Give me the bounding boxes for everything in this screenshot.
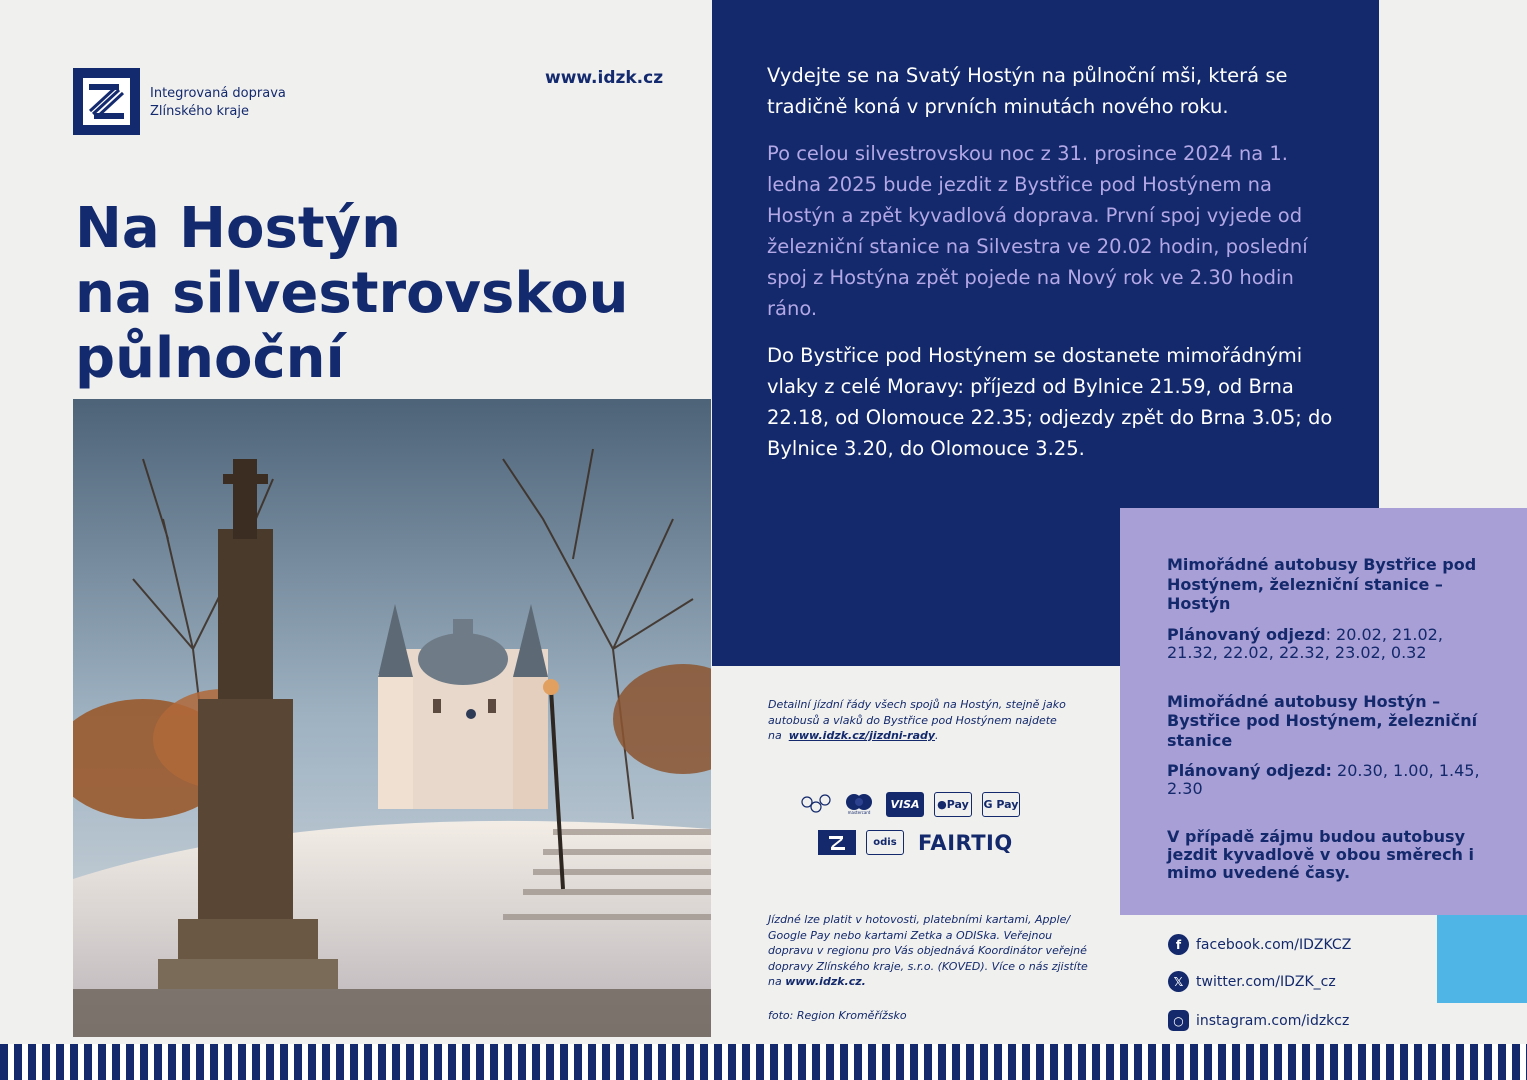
idzk-logo bbox=[73, 68, 140, 135]
mastercard-label: mastercard bbox=[847, 810, 871, 815]
idzk-url[interactable]: www.idzk.cz. bbox=[785, 975, 866, 988]
googlepay-icon: G Pay bbox=[982, 792, 1020, 817]
applepay-icon bbox=[934, 792, 972, 817]
route2-label: Plánovaný odjezd: bbox=[1167, 761, 1332, 780]
logo-line1: Integrovaná doprava bbox=[150, 86, 286, 101]
page-title bbox=[75, 196, 695, 391]
apple-glyph-icon: ● bbox=[937, 798, 947, 811]
shuttle-paragraph: Po celou silvestrovskou noc z 31. prosince 2024 na 1. ledna 2025 bude jezdit z Bystřice pod Hostýnem na Hostýn a zpět kyvadlová doprava. První spoj vyjede od železniční stanice na Silvestra ve 20.02 hodin, poslední spoj z Hostýna zpět pojede na Nový rok ve 2.30 hodin ráno. bbox=[767, 142, 1308, 320]
details-body: Detailní jízdní řády všech spojů na Hostýn, stejně jako autobusů a vlaků do Bystřice pod Hostýnem najdete na bbox=[768, 698, 1066, 742]
decor-stripes bbox=[0, 1044, 1527, 1080]
hostyn-photo bbox=[73, 399, 711, 1037]
website-link[interactable]: www.idzk.cz bbox=[545, 68, 664, 88]
trains-paragraph: Do Bystřice pod Hostýnem se dostanete mimořádnými vlaky z celé Moravy: příjezd od Bylnice 21.59, od Brna 22.18, od Olomouce 22.35; odjezdy zpět do Brna 3.05; do Bylnice 3.20, do Olomouce 3.25. bbox=[767, 344, 1333, 460]
payment-info-body: Jízdné lze platit v hotovosti, platebními kartami, Apple/ Google Pay nebo kartami Zetka a ODISka. Veřejnou dopravu v regionu pro Vás objednává Koordinátor veřejné dopravy Zlínského kraje, s.r.o. (KOVED). Více o nás zjistíte na bbox=[768, 913, 1088, 988]
photo-credit: foto: Region Kroměřížsko bbox=[768, 1009, 907, 1022]
facebook-label: facebook.com/IDZKCZ bbox=[1196, 936, 1352, 953]
visa-icon: VISA bbox=[886, 792, 924, 817]
payment-row-1 bbox=[800, 792, 1020, 817]
payment-row-2 bbox=[818, 830, 1013, 855]
zetka-icon bbox=[818, 830, 856, 855]
route1-times-value: : 20.02, 21.02, 21.32, 22.02, 22.32, 23.02, 0.32 bbox=[1167, 624, 1443, 662]
title-line3: půlnoční bbox=[75, 326, 345, 391]
intro-paragraph: Vydejte se na Svatý Hostýn na půlnoční mši, která se tradičně koná v prvních minutách nového roku. bbox=[767, 64, 1288, 118]
route2-times-value: 20.30, 1.00, 1.45, 2.30 bbox=[1167, 761, 1480, 798]
timetable-link[interactable]: www.idzk.cz/jizdni-rady bbox=[788, 729, 936, 742]
twitter-link[interactable] bbox=[1168, 971, 1336, 992]
route2-times bbox=[1167, 762, 1487, 798]
instagram-link[interactable] bbox=[1168, 1010, 1349, 1031]
decor-square bbox=[1437, 915, 1527, 1003]
title-line1: Na Hostýn bbox=[75, 196, 401, 261]
route1-label: Plánovaný odjezd bbox=[1167, 624, 1326, 644]
shuttle-note: V případě zájmu budou autobusy jezdit kyvadlově v obou směrech i mimo uvedené časy. bbox=[1167, 827, 1474, 882]
contactless-icon bbox=[800, 792, 832, 817]
details-end: . bbox=[935, 729, 939, 742]
facebook-link[interactable] bbox=[1168, 934, 1351, 955]
details-text bbox=[768, 697, 1068, 744]
twitter-x-icon: 𝕏 bbox=[1168, 971, 1189, 992]
twitter-label: twitter.com/IDZK_cz bbox=[1196, 973, 1336, 990]
route1-times bbox=[1167, 626, 1487, 662]
route2-title: Mimořádné autobusy Hostýn – Bystřice pod Hostýnem, železniční stanice bbox=[1167, 691, 1478, 750]
instagram-label: instagram.com/idzkcz bbox=[1196, 1012, 1350, 1029]
z-logo-icon bbox=[73, 68, 140, 135]
instagram-icon: ○ bbox=[1168, 1010, 1189, 1031]
applepay-label: Pay bbox=[946, 798, 969, 811]
odiska-icon: odis bbox=[866, 830, 904, 855]
bus-schedule-panel bbox=[1120, 508, 1527, 915]
fairtiq-logo: FAIRTIQ bbox=[918, 830, 1013, 855]
route1-title: Mimořádné autobusy Bystřice pod Hostýnem, železniční stanice – Hostýn bbox=[1167, 555, 1477, 613]
payment-info-text bbox=[768, 912, 1098, 990]
logo-line2: Zlínského kraje bbox=[150, 104, 249, 119]
mastercard-icon bbox=[842, 792, 876, 817]
facebook-icon: f bbox=[1168, 934, 1189, 955]
logo-text bbox=[150, 85, 286, 121]
title-line2: na silvestrovskou bbox=[75, 261, 629, 326]
